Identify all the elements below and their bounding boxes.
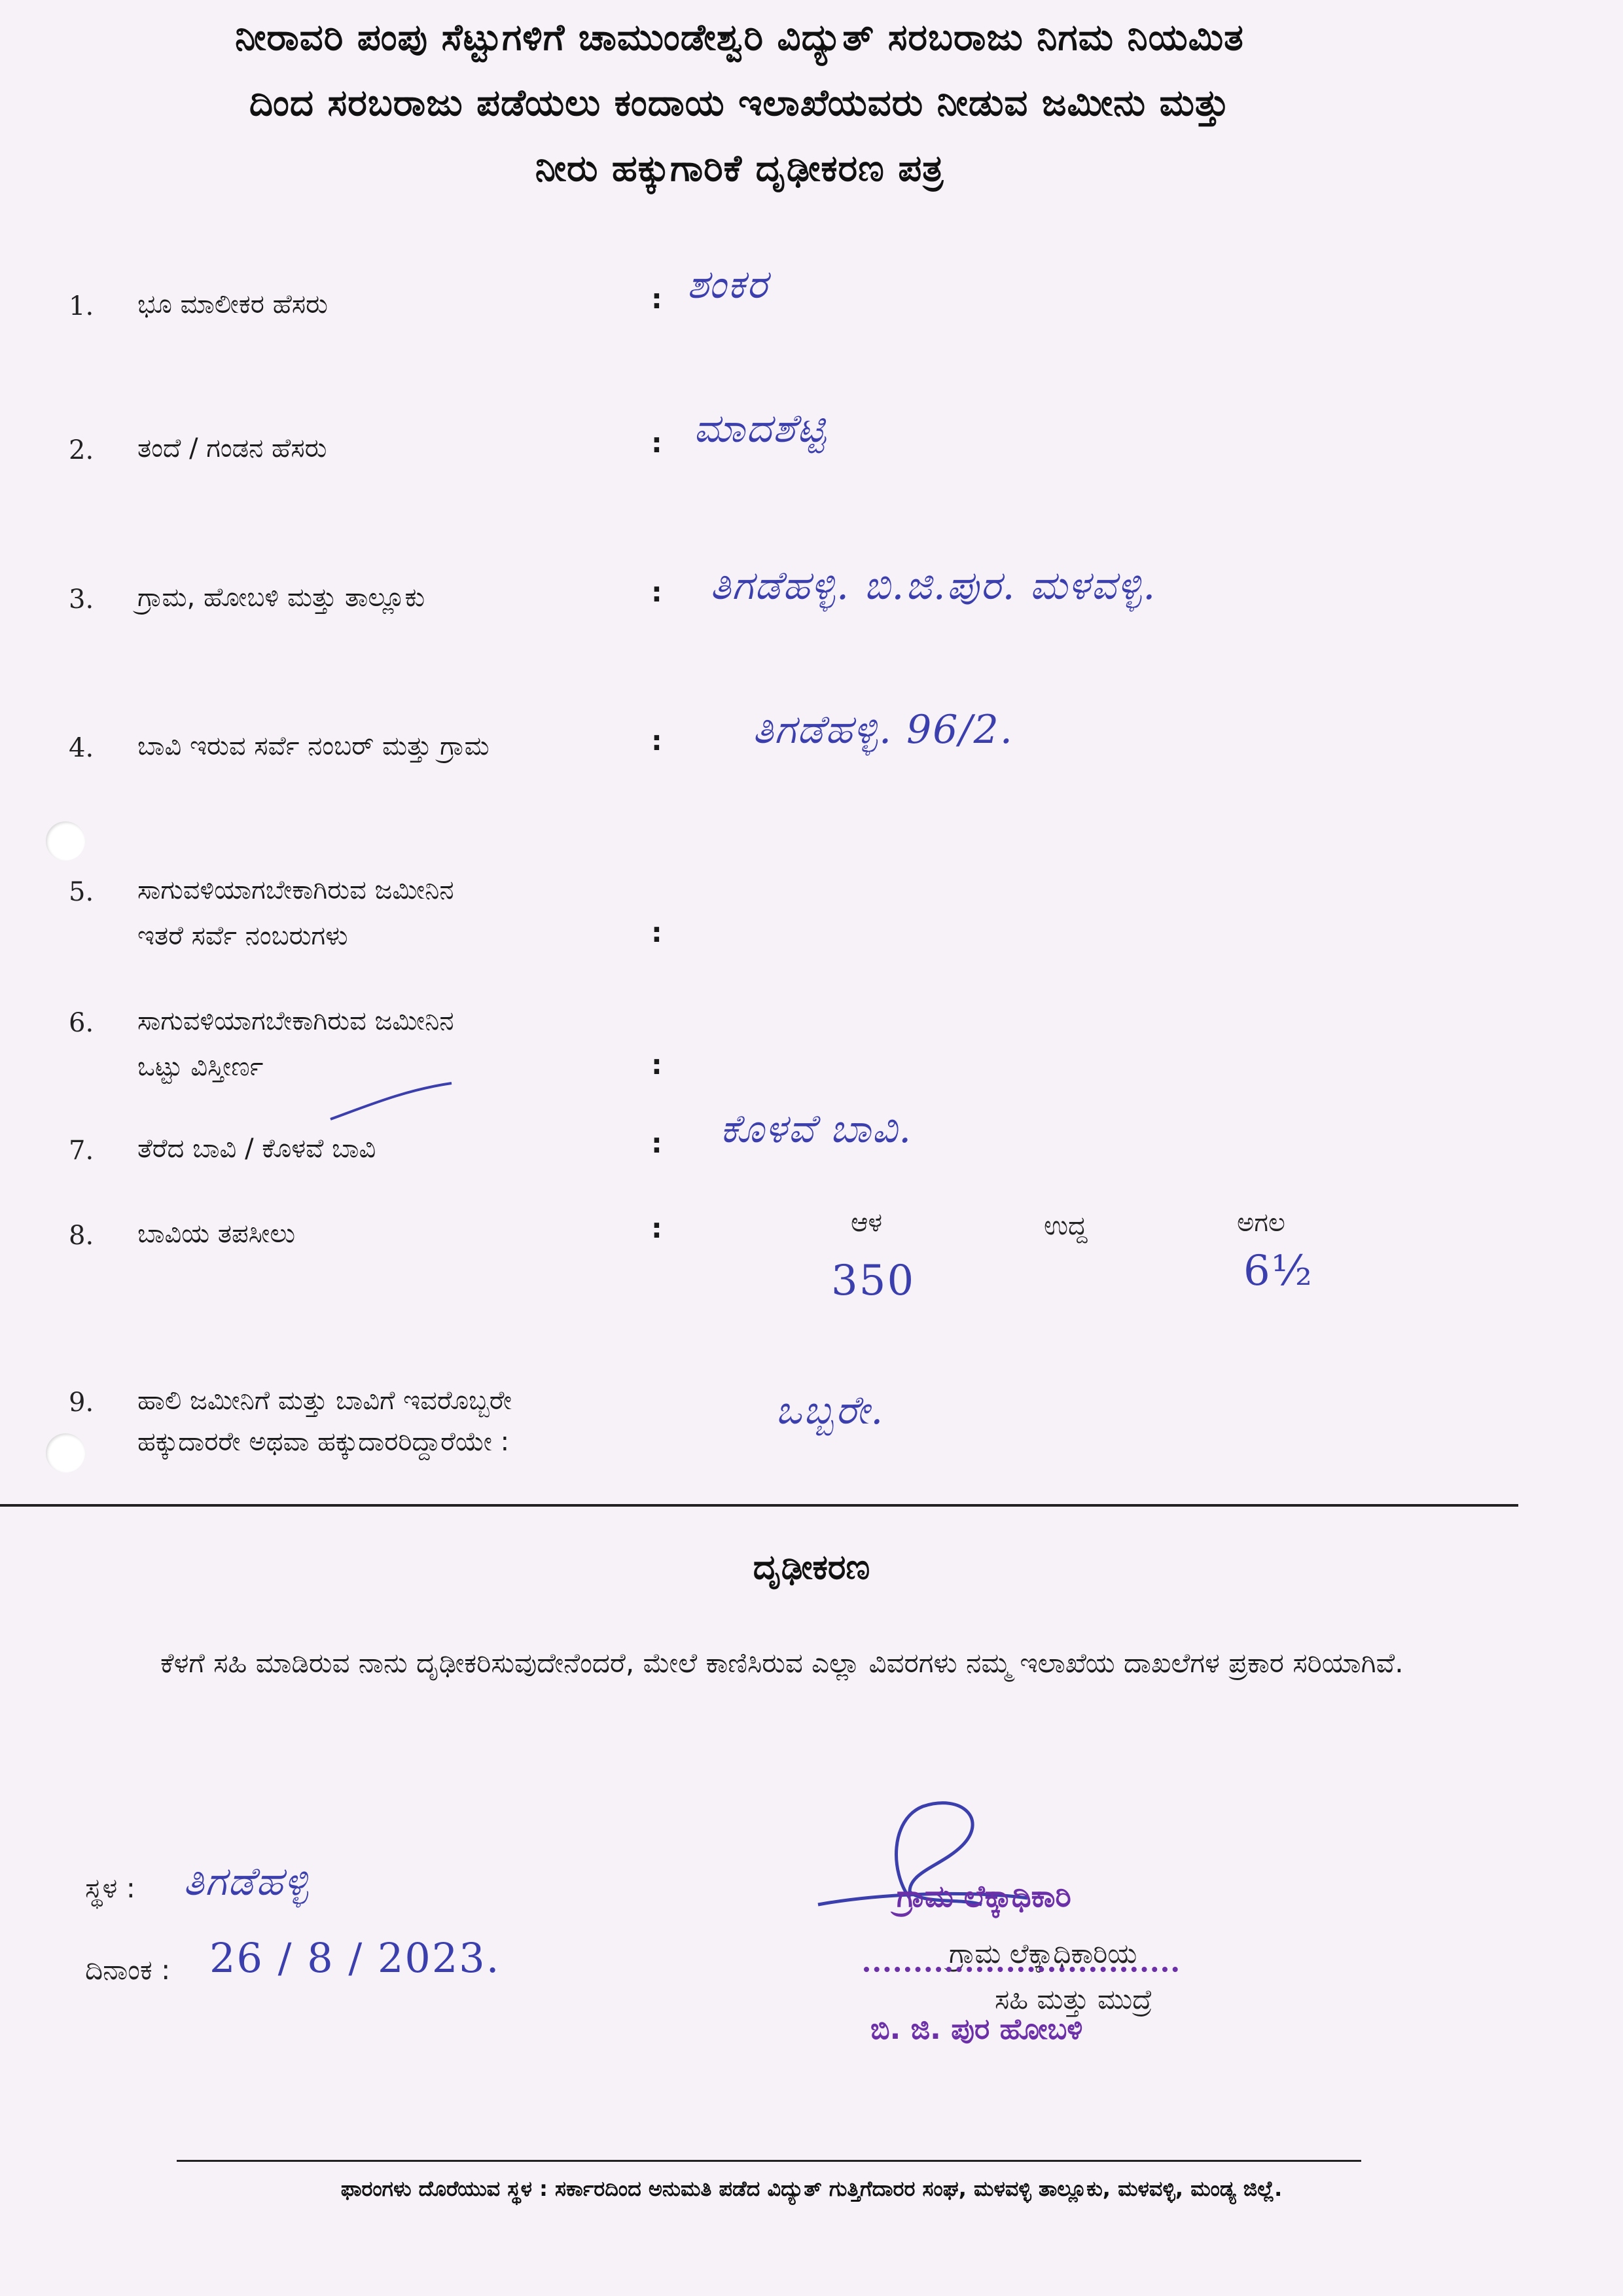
form-heading-line1: ನೀರಾವರಿ ಪಂಪು ಸೆಟ್ಟುಗಳಿಗೆ ಚಾಮುಂಡೇಶ್ವರಿ ವಿದ್ಯುತ್ ಸರಬರಾಜು ನಿಗಮ ನಿಯಮಿತ xyxy=(235,16,1244,59)
item-8-colon: : xyxy=(651,1212,662,1244)
punch-hole-bottom xyxy=(46,1433,85,1473)
item-1-value: ಶಂಕರ xyxy=(687,262,769,308)
item-6-label-line1: ಸಾಗುವಳಿಯಾಗಬೇಕಾಗಿರುವ ಜಮೀನಿನ xyxy=(137,1006,454,1036)
well-length-label: ಉದ್ದ xyxy=(1044,1211,1088,1241)
date-value: 26 / 8 / 2023. xyxy=(209,1934,501,1982)
officer-designation: ಗ್ರಾಮ ಲೆಕ್ಕಾಧಿಕಾರಿಯ xyxy=(949,1937,1137,1969)
stamp-line-1: ಗ್ರಾಮ ಲೆಕ್ಕಾಧಿಕಾರಿ xyxy=(897,1878,1071,1914)
item-2-number: 2. xyxy=(69,435,94,465)
section-divider xyxy=(0,1504,1518,1507)
item-2-value: ಮಾದಶೆಟ್ಟಿ xyxy=(694,406,827,452)
punch-hole-top xyxy=(46,821,85,861)
item-8-label: ಬಾವಿಯ ತಪಸೀಲು xyxy=(137,1219,296,1249)
item-7-value: ಕೊಳವೆ ಬಾವಿ. xyxy=(720,1106,913,1152)
form-heading-line2: ದಿಂದ ಸರಬರಾಜು ಪಡೆಯಲು ಕಂದಾಯ ಇಲಾಖೆಯವರು ನೀಡುವ ಜಮೀನು ಮತ್ತು xyxy=(249,82,1230,124)
item-6-colon: : xyxy=(651,1049,662,1081)
item-5-label-line2: ಇತರೆ ಸರ್ವೆ ನಂಬರುಗಳು xyxy=(137,921,348,951)
stamp-dotted-line xyxy=(864,1967,1178,1972)
well-width-label: ಅಗಲ xyxy=(1237,1208,1285,1238)
item-9-label-line2: ಹಕ್ಕುದಾರರೇ ಅಥವಾ ಹಕ್ಕುದಾರರಿದ್ದಾರೆಯೇ : xyxy=(137,1427,510,1457)
item-4-label: ಬಾವಿ ಇರುವ ಸರ್ವೆ ನಂಬರ್ ಮತ್ತು ಗ್ರಾಮ xyxy=(137,731,490,761)
footer-rule xyxy=(177,2160,1361,2162)
item-9-value: ಒಬ್ಬರೇ. xyxy=(776,1388,885,1433)
well-depth-label: ಆಳ xyxy=(851,1208,883,1238)
item-9-label-line1: ಹಾಲಿ ಜಮೀನಿಗೆ ಮತ್ತು ಬಾವಿಗೆ ಇವರೊಬ್ಬರೇ xyxy=(137,1386,512,1416)
item-5-colon: : xyxy=(651,916,662,948)
item-5-label-line1: ಸಾಗುವಳಿಯಾಗಬೇಕಾಗಿರುವ ಜಮೀನಿನ xyxy=(137,875,454,905)
item-7-label: ತೆರೆದ ಬಾವಿ / ಕೊಳವೆ ಬಾವಿ xyxy=(137,1134,376,1164)
item-2-label: ತಂದೆ / ಗಂಡನ ಹೆಸರು xyxy=(137,433,327,463)
stamp-line-3: ಬಿ. ಜಿ. ಪುರ ಹೋಬಳಿ xyxy=(870,2013,1083,2046)
item-7-colon: : xyxy=(651,1127,662,1159)
form-heading-line3: ನೀರು ಹಕ್ಕುಗಾರಿಕೆ ದೃಢೀಕರಣ ಪತ್ರ xyxy=(535,147,944,190)
item-3-value: ತಿಗಡೆಹಳ್ಳಿ. ಬಿ.ಜಿ.ಪುರ. ಮಳವಳ್ಳಿ. xyxy=(710,563,1157,609)
item-6-label-line2: ಒಟ್ಟು ವಿಸ್ತೀರ್ಣ xyxy=(137,1052,264,1082)
footer-availability-text: ಫಾರಂಗಳು ದೊರೆಯುವ ಸ್ಥಳ : ಸರ್ಕಾರದಿಂದ ಅನುಮತಿ ಪಡೆದ ವಿದ್ಯುತ್ ಗುತ್ತಿಗೆದಾರರ ಸಂಘ, ಮಳವಳ್ಳಿ ತಾಲ್ಲೂಕು, ಮಳವಳ್ಳಿ, ಮಂಡ್ಯ ಜಿಲ್ಲೆ. xyxy=(340,2176,1283,2201)
item-3-number: 3. xyxy=(69,584,94,615)
item-4-value: ತಿಗಡೆಹಳ್ಳಿ. 96/2. xyxy=(753,707,1014,753)
well-width-value: 6½ xyxy=(1243,1247,1313,1295)
item-9-number: 9. xyxy=(69,1388,94,1418)
item-4-colon: : xyxy=(651,725,662,757)
item-4-number: 4. xyxy=(69,733,94,763)
item-7-number: 7. xyxy=(69,1136,94,1166)
sign-and-seal-label: ಸಹಿ ಮತ್ತು ಮುದ್ರೆ xyxy=(995,1983,1152,2015)
place-value: ತಿಗಡೆಹಳ್ಳಿ xyxy=(183,1859,310,1905)
item-6-number: 6. xyxy=(69,1008,94,1038)
officer-signature xyxy=(812,1793,1086,1937)
item-5-number: 5. xyxy=(69,877,94,907)
place-label: ಸ್ಥಳ : xyxy=(85,1872,135,1904)
item-8-number: 8. xyxy=(69,1221,94,1251)
tick-mark xyxy=(327,1080,458,1126)
certification-text: ಕೆಳಗೆ ಸಹಿ ಮಾಡಿರುವ ನಾನು ದೃಢೀಕರಿಸುವುದೇನೆಂದರೆ, ಮೇಲೆ ಕಾಣಿಸಿರುವ ಎಲ್ಲಾ ವಿವರಗಳು ನಮ್ಮ ಇಲಾಖೆಯ ದಾಖಲೆಗಳ ಪ್ರಕಾರ ಸರಿಯಾಗಿವೆ. xyxy=(160,1647,1404,1679)
date-label: ದಿನಾಂಕ : xyxy=(85,1954,171,1986)
item-1-number: 1. xyxy=(69,291,94,321)
item-3-label: ಗ್ರಾಮ, ಹೋಬಳಿ ಮತ್ತು ತಾಲ್ಲೂಕು xyxy=(137,583,425,613)
item-1-colon: : xyxy=(651,283,662,315)
well-depth-value: 350 xyxy=(831,1257,916,1305)
item-3-colon: : xyxy=(651,576,662,608)
item-1-label: ಭೂ ಮಾಲೀಕರ ಹೆಸರು xyxy=(137,289,329,319)
item-2-colon: : xyxy=(651,427,662,459)
certification-title: ದೃಢೀಕರಣ xyxy=(753,1548,870,1587)
